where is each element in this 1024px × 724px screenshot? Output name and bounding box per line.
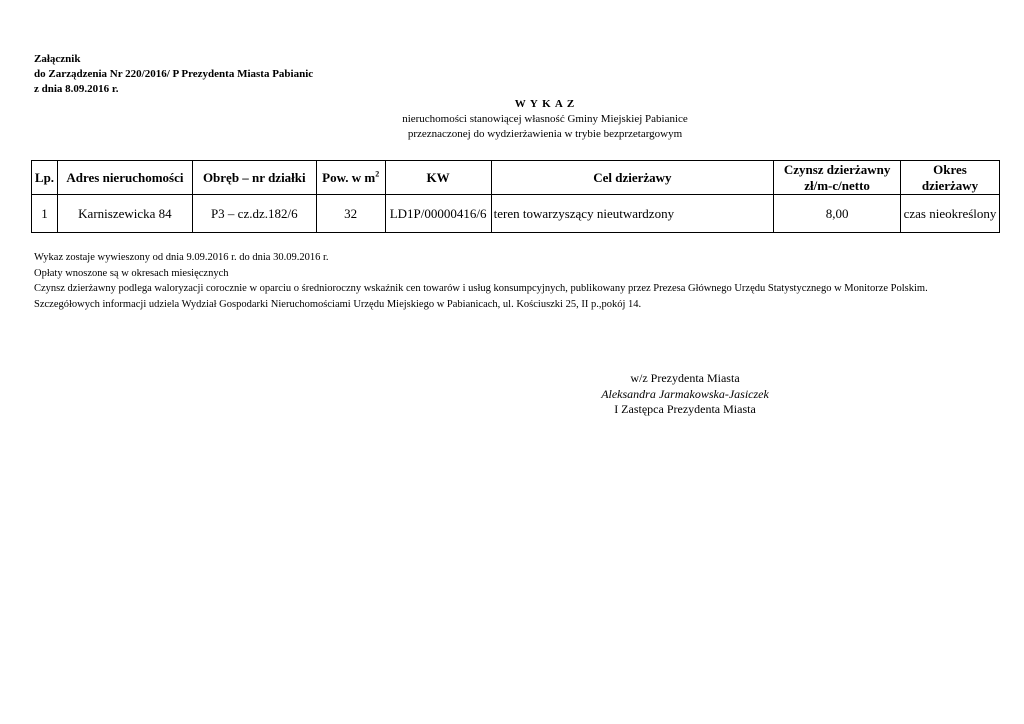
- col-header-kw: KW: [385, 161, 491, 195]
- note-posting-period: Wykaz zostaje wywieszony od dnia 9.09.2016 r. do dnia 30.09.2016 r.: [34, 252, 329, 263]
- col-header-area: [316, 161, 385, 195]
- col-header-period-line1: Okres: [933, 161, 967, 177]
- cell-rent: 8,00: [774, 195, 901, 233]
- cell-address: Karniszewicka 84: [57, 195, 192, 233]
- notes-block: [34, 250, 928, 312]
- col-header-address: Adres nieruchomości: [57, 161, 192, 195]
- document-title: W Y K A Z: [514, 98, 576, 110]
- col-header-purpose: Cel dzierżawy: [491, 161, 774, 195]
- col-header-rent-line2: zł/m-c/netto: [804, 177, 870, 193]
- table-header-row: [32, 161, 1000, 195]
- document-subtitle-2: przeznaczonej do wydzierżawienia w trybie bezprzetargowym: [407, 128, 683, 140]
- cell-kw: LD1P/00000416/6: [385, 195, 491, 233]
- col-header-plot: Obręb – nr działki: [192, 161, 316, 195]
- document-subtitle-1: nieruchomości stanowiącej własność Gminy Miejskiej Pabianice: [402, 113, 688, 125]
- note-payments: Opłaty wnoszone są w okresach miesięcznych: [34, 267, 229, 279]
- signature-title: I Zastępca Prezydenta Miasta: [614, 402, 756, 416]
- cell-lp: 1: [32, 195, 58, 233]
- col-header-period: [901, 161, 1000, 195]
- col-header-rent-line1: Czynsz dzierżawny: [783, 161, 891, 177]
- ordinance-reference: do Zarządzenia Nr 220/2016/ P Prezydenta Miasta Pabianic: [34, 68, 314, 80]
- cell-area: 32: [316, 195, 385, 233]
- document-title-block: [0, 97, 1024, 142]
- ordinance-date: z dnia 8.09.2016 r.: [34, 83, 119, 95]
- note-contact: Szczegółowych informacji udziela Wydział Gospodarki Nieruchomościami Urzędu Miejskiego w Pabianicach, ul. Kościuszki 25, II p.,pokój 14.: [34, 298, 642, 310]
- cell-plot: P3 – cz.dz.182/6: [192, 195, 316, 233]
- attachment-header: [34, 52, 313, 97]
- signature-block: [520, 371, 850, 418]
- col-header-lp: Lp.: [32, 161, 58, 195]
- property-table: [31, 160, 1000, 233]
- attachment-label: Załącznik: [34, 53, 81, 65]
- signature-role: w/z Prezydenta Miasta: [630, 371, 740, 385]
- cell-period: czas nieokreślony: [901, 195, 1000, 233]
- col-header-period-line2: dzierżawy: [921, 177, 979, 193]
- col-header-rent: [774, 161, 901, 195]
- cell-purpose: teren towarzyszący nieutwardzony: [491, 195, 774, 233]
- note-indexation: Czynsz dzierżawny podlega waloryzacji corocznie w oparciu o średnioroczny wskaźnik cen towarów i usług konsumpcyjnych, publikowany przez Prezesa Głównego Urzędu Statystycznego w Monitorze Polskim.: [34, 283, 928, 294]
- col-header-area-superscript: 2: [375, 169, 380, 179]
- table-row: [32, 195, 1000, 233]
- col-header-area-label: Pow. w m: [322, 169, 376, 185]
- signature-name: Aleksandra Jarmakowska-Jasiczek: [601, 386, 769, 401]
